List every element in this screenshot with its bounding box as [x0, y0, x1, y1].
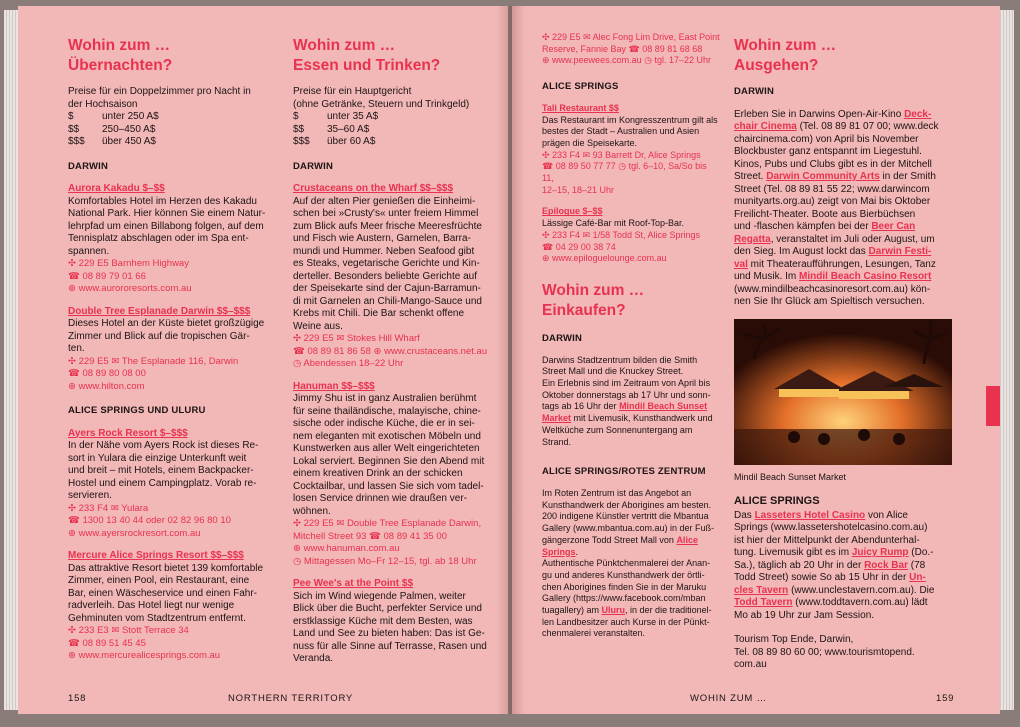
- desc-line: [542, 605, 720, 617]
- market-photo-illustration: [734, 319, 952, 465]
- desc-line: National Park. Hier können Sie einem Natur-: [68, 208, 266, 219]
- text-fragment: tags ab 16 Uhr der: [542, 401, 617, 412]
- hotel-name-link[interactable]: Ayers Rock Resort $–$$$: [68, 427, 188, 439]
- heading-line: Ausgehen?: [734, 57, 819, 74]
- text-line: [734, 134, 959, 147]
- desc-line: Auf der alten Pier genießen die Einheimi-: [293, 195, 476, 207]
- desc-line: Zimmer und Blick auf die tropischen Gär-: [68, 330, 250, 342]
- desc-line: Dieses Hotel an der Küste bietet großzügige: [68, 318, 265, 329]
- left-page: [18, 6, 508, 714]
- running-head: NORTHERN TERRITORY: [228, 693, 354, 704]
- text-line: [734, 522, 959, 535]
- heading-food: [293, 36, 493, 76]
- venue-link[interactable]: Darwin Community Arts: [766, 171, 880, 182]
- desc-line: zum Blick aufs Meer frische Meeresfrüchte: [293, 220, 482, 232]
- text-fragment: munityarts.org.au) zeigt von Mai bis Oktober: [734, 196, 931, 207]
- place-link[interactable]: Uluru: [601, 605, 626, 616]
- hotel-entry: [68, 306, 273, 394]
- desc-line: Gallery (www.mbantua.com.au) in der Fuß-: [542, 523, 715, 534]
- desc-line: Komfortables Hotel im Herzen des Kakadu: [68, 195, 257, 207]
- photo-caption: Mindil Beach Sunset Market: [734, 471, 847, 482]
- desc-line: Kunstwerken aus aller Welt eingerichteten: [293, 443, 480, 454]
- heading-nightlife: [734, 36, 959, 76]
- price-symbol: $: [68, 111, 74, 122]
- text-fragment: Erleben Sie in Darwins Open-Air-Kino: [734, 108, 905, 120]
- text-fragment: in der Smith: [879, 171, 936, 182]
- text-fragment: Todd Street) sowie So ab 15 Uhr in der: [734, 572, 910, 583]
- desc-line: Weine aus.: [293, 320, 343, 332]
- desc-line: es Steaks, vegetarische Gerichte und Kin-: [293, 258, 480, 269]
- right-page: [512, 6, 1000, 714]
- website-hours: ⊕ www.peewees.com.au ◷ tgl. 17–22 Uhr: [542, 55, 711, 66]
- text-line: [734, 109, 959, 122]
- text-fragment: den Sieg. Im August lockt das: [734, 246, 869, 257]
- chapter-tab-marker: [986, 386, 1000, 426]
- text-fragment: mit Theateraufführungen, Lesungen, Tanz: [747, 258, 936, 270]
- desc-line: Blick über die Bucht, perfekter Service und: [293, 603, 482, 614]
- place-link[interactable]: Alice: [676, 534, 698, 545]
- text-line: [734, 246, 959, 259]
- region-heading: DARWIN: [293, 160, 334, 172]
- right-column-shopping: [542, 32, 720, 640]
- venue-link[interactable]: Juicy Rump: [851, 547, 909, 558]
- info-line: Tourism Top Ende, Darwin,: [734, 634, 854, 645]
- page-number: 158: [68, 693, 87, 704]
- desc-line: Land und See zu bieten haben: Das ist Ge-: [293, 628, 485, 639]
- venue-link[interactable]: Rock Bar: [864, 559, 908, 571]
- text-line: [734, 610, 959, 623]
- shopping-text: [542, 488, 720, 640]
- venue-link[interactable]: val: [734, 258, 748, 270]
- desc-line: Lässige Café-Bar mit Roof-Top-Bar.: [542, 218, 685, 229]
- text-fragment: Freilicht-Theater. Boote aus Bierbüchsen: [734, 208, 916, 220]
- venue-link[interactable]: Lasseters Hotel Casino: [754, 509, 866, 521]
- running-head: WOHIN ZUM …: [690, 693, 767, 704]
- desc-line: und breit – mit Hotels, einem Backpacker-: [68, 465, 254, 476]
- text-fragment: (www.toddtavern.com.au) lädt: [792, 597, 928, 608]
- text-line: [734, 196, 959, 209]
- restaurant-entry: [293, 183, 493, 371]
- desc-line: 200 indigene Künstler vertritt die Mbantua: [542, 511, 709, 522]
- desc-line: erstklassige Küche mit dem Besten, was: [293, 615, 473, 627]
- desc-line: bestes der Stadt – Australien und Asien: [542, 126, 700, 137]
- desc-line: Strand.: [542, 436, 572, 447]
- price-intro: [293, 86, 493, 111]
- place-link[interactable]: Springs: [542, 546, 576, 557]
- text-fragment: tuagallery) am: [542, 605, 600, 616]
- price-symbol: $$$: [68, 136, 85, 147]
- text-line: [734, 146, 959, 159]
- desc-line: derteller. Besonders beliebte Gerichte auf: [293, 270, 477, 282]
- desc-line: Gehminuten vom Stadtzentrum entfernt.: [68, 612, 246, 624]
- address-phone: Mitchell Street 93 ☎ 08 89 41 35 00: [293, 530, 447, 542]
- text-fragment: (Tel. 08 89 81 07 00; www.deck: [796, 121, 939, 132]
- text-fragment: tung. Livemusik gibt es im: [734, 547, 852, 558]
- desc-line: für seine thailändische, malayische, chine-: [293, 405, 481, 417]
- text-fragment: ist hier der Mittelpunkt der Abendunterhal-: [734, 534, 920, 546]
- restaurant-entry: [542, 103, 720, 197]
- desc-line: der Speisekarte sind der Cajun-Barramun-: [293, 283, 481, 294]
- text-line: [734, 547, 959, 560]
- price-range: 35–60 A$: [327, 123, 370, 135]
- market-link[interactable]: Mindil Beach Sunset: [619, 401, 708, 412]
- text-fragment: Kinos, Pubs und Clubs gibt es in der Mitchell: [734, 158, 932, 170]
- text-fragment: und -flaschen kämpfen bei der: [734, 221, 872, 232]
- region-heading: ALICE SPRINGS UND ULURU: [68, 405, 206, 416]
- venue-link[interactable]: Darwin Festi-: [868, 246, 932, 257]
- heading-line: Wohin zum …: [293, 37, 396, 54]
- desc-line: Weltküche zum Sonnenuntergang am: [542, 424, 693, 435]
- price-row: [68, 111, 273, 124]
- venue-link[interactable]: Regatta: [734, 233, 771, 245]
- text-line: [734, 560, 959, 573]
- map-address: ✣ 233 E3 ✉ Stott Terrace 34: [68, 625, 189, 636]
- hotel-name-link[interactable]: Aurora Kakadu $–$$: [68, 183, 165, 194]
- text-line: [734, 121, 959, 134]
- price-symbol: $: [293, 111, 299, 122]
- venue-link[interactable]: cles Tavern: [734, 584, 789, 596]
- intro-line: der Hochsaison: [68, 98, 138, 110]
- heading-shopping: [542, 281, 720, 321]
- desc-line: nuss für alle Sinne auf Terrasse, Rasen und: [293, 640, 487, 652]
- restaurant-name-link[interactable]: Epilogue $–$$: [542, 206, 603, 217]
- nightlife-text: [734, 109, 959, 309]
- desc-line: mundi und Hummer. Neben Seafood gibt: [293, 245, 475, 257]
- venue-link[interactable]: Beer Can: [871, 221, 916, 232]
- venue-link[interactable]: Un-: [909, 572, 926, 583]
- desc-line: Authentische Pünktchenmalerei der Anan-: [542, 558, 711, 569]
- price-row: [293, 124, 493, 137]
- text-fragment: Blockbuster ganz entspannt im Liegestuhl.: [734, 146, 922, 157]
- text-line: [734, 585, 959, 598]
- hotel-entry: [68, 428, 273, 541]
- desc-line: lehrpfad um einen Billabong folgen, auf dem: [68, 220, 264, 232]
- heading-line: Übernachten?: [68, 57, 173, 74]
- price-range: über 60 A$: [327, 136, 376, 147]
- left-column-accommodation: [68, 32, 273, 673]
- venue-link[interactable]: chair Cinema: [734, 121, 797, 132]
- text-line: [734, 221, 959, 234]
- text-line: [734, 296, 959, 309]
- heading-line: Wohin zum …: [68, 37, 171, 54]
- price-symbol: $$: [293, 123, 305, 135]
- desc-line: Street Mall und die Knuckey Street.: [542, 366, 684, 377]
- region-heading: DARWIN: [542, 332, 583, 344]
- text-fragment: Street.: [734, 171, 767, 182]
- website[interactable]: ⊕ www.epiloguelounge.com.au: [542, 253, 667, 264]
- heading-line: Wohin zum …: [734, 37, 837, 54]
- text-line: [734, 271, 959, 284]
- map-address: ✣ 233 F4 ✉ 93 Barrett Dr, Alice Springs: [542, 149, 701, 160]
- text-line: [734, 209, 959, 222]
- region-heading: ALICE SPRINGS: [542, 81, 619, 93]
- heading-line: Wohin zum …: [542, 281, 645, 299]
- page-edges-right: [1000, 10, 1014, 710]
- price-range: über 450 A$: [102, 136, 156, 147]
- right-column-nightlife: [734, 32, 959, 672]
- nightlife-text: [734, 510, 959, 623]
- desc-line: Im Roten Zentrum ist das Angebot an: [542, 487, 692, 498]
- desc-line: Jimmy Shu ist in ganz Australien berühmt: [293, 393, 477, 404]
- opening-hours: ◷ Abendessen 18–22 Uhr: [293, 358, 404, 369]
- restaurant-name-link[interactable]: Crustaceans on the Wharf $$–$$$: [293, 183, 454, 194]
- desc-line: ten.: [68, 343, 85, 354]
- map-address: ✣ 233 F4 ✉ Yulara: [68, 502, 149, 514]
- page-number: 159: [936, 693, 955, 704]
- desc-line: einem kreativen Drink an der schicken: [293, 468, 463, 479]
- heading-line: Einkaufen?: [542, 301, 626, 319]
- desc-line: Veranda.: [293, 653, 334, 664]
- desc-line: di mit Garnelen an Chili-Mango-Sauce und: [293, 295, 482, 307]
- info-line: Tel. 08 89 80 60 00; www.tourismtopend.: [734, 646, 915, 658]
- desc-line: gu und anderes Kunsthandwerk der örtli-: [542, 569, 705, 580]
- price-range: 250–450 A$: [102, 123, 156, 135]
- map-address: ✣ 229 E5 ✉ Stokes Hill Wharf: [293, 333, 420, 344]
- text-fragment: mit Livemusik, Kunsthandwerk und: [573, 413, 713, 424]
- desc-line: In der Nähe vom Ayers Rock ist dieses Re-: [68, 440, 259, 451]
- price-row: [68, 124, 273, 137]
- desc-line: Springs.: [542, 546, 579, 557]
- price-symbol: $$: [68, 123, 80, 135]
- price-intro: [68, 86, 273, 111]
- market-photo: [734, 319, 952, 465]
- desc-line: spannen.: [68, 245, 110, 257]
- price-row: [293, 136, 493, 149]
- phone-hours: ☎ 08 89 50 77 77 ◷ tgl. 6–10, Sa/So bis 11,: [542, 161, 707, 184]
- heading-accommodation: [68, 36, 273, 76]
- phone: ☎ 1300 13 40 44 oder 02 82 96 80 10: [68, 515, 231, 526]
- text-fragment: Das: [734, 509, 755, 521]
- opening-hours: 12–15, 18–21 Uhr: [542, 184, 615, 195]
- desc-line: Oktober donnerstags ab 17 Uhr und sonn-: [542, 389, 711, 400]
- price-range: unter 250 A$: [102, 111, 159, 122]
- text-fragment: (www.unclestavern.com.au). Die: [788, 584, 935, 596]
- price-legend: [68, 111, 273, 149]
- hotel-name-link[interactable]: Double Tree Esplanade Darwin $$–$$$: [68, 305, 251, 317]
- desc-line: Ein Erlebnis sind im Zeitraum von April bis: [542, 378, 711, 389]
- opening-hours: ◷ Mittagessen Mo–Fr 12–15, tgl. ab 18 Uhr: [293, 555, 477, 567]
- text-line: [734, 259, 959, 272]
- venue-link[interactable]: Mindil Beach Casino Resort: [799, 271, 932, 282]
- phone: ☎ 04 29 00 38 74: [542, 241, 616, 252]
- restaurant-entry: [293, 578, 493, 666]
- tourism-info: [734, 634, 959, 672]
- desc-line: Das attraktive Resort bietet 139 komfortable: [68, 562, 264, 574]
- hotel-name-link[interactable]: Mercure Alice Springs Resort $$–$$$: [68, 550, 244, 561]
- phone-website: ☎ 08 89 81 86 58 ⊕ www.crustaceans.net.au: [293, 345, 488, 357]
- desc-line: Krebs mit Chili. Die Bar schenkt offene: [293, 308, 465, 319]
- desc-line: [542, 401, 720, 413]
- text-fragment: (www.mindilbeachcasinoresort.com.au) kön-: [734, 283, 931, 295]
- restaurant-name-link[interactable]: Pee Wee's at the Point $$: [293, 578, 414, 589]
- text-fragment: , in der die traditionel-: [625, 605, 712, 616]
- text-fragment: chaircinema.com) von April bis November: [734, 133, 919, 145]
- desc-line: chen Aborigines finden Sie in der Maruku: [542, 581, 707, 592]
- text-fragment: von Alice: [865, 509, 908, 521]
- desc-line: und Fisch wie Austern, Garnelen, Barra-: [293, 233, 471, 244]
- text-fragment: nen Sie Ihr Glück am Spieltisch versuchen.: [734, 296, 925, 307]
- desc-line: servieren.: [68, 490, 112, 501]
- text-fragment: Mo ab 19 Uhr zur Jam Session.: [734, 609, 875, 621]
- map-address: ✣ 229 E5 Barnhem Highway: [68, 258, 189, 269]
- text-fragment: Street (Tel. 08 89 81 55 22; www.darwincom: [734, 183, 930, 195]
- text-fragment: , veranstaltet im Juli oder August, um: [770, 233, 935, 245]
- desc-line: Darwins Stadtzentrum bilden die Smith: [542, 354, 698, 365]
- desc-line: [542, 535, 720, 547]
- text-line: [734, 284, 959, 297]
- text-line: [734, 171, 959, 184]
- desc-line: sische oder indische Küche, die er in sei-: [293, 418, 475, 429]
- text-line: [734, 234, 959, 247]
- desc-line: Das Restaurant im Kongresszentrum gilt als: [542, 114, 718, 125]
- text-line: [734, 597, 959, 610]
- desc-line: sort in Yulara die einzige Unterkunft weit: [68, 452, 247, 464]
- hotel-entry: [68, 550, 273, 663]
- text-fragment: gängerzone Todd Street Mall von: [542, 534, 674, 545]
- venue-link[interactable]: Todd Tavern: [734, 597, 793, 608]
- website[interactable]: ⊕ www.hanuman.com.au: [293, 543, 400, 554]
- region-heading: DARWIN: [734, 86, 775, 97]
- restaurant-name-link[interactable]: Hanuman $$–$$$: [293, 380, 375, 392]
- map-address: ✣ 229 E5 ✉ Double Tree Esplanade Darwin,: [293, 518, 482, 529]
- price-row: [293, 111, 493, 124]
- text-line: [734, 572, 959, 585]
- region-heading: DARWIN: [68, 160, 109, 172]
- venue-link[interactable]: Deck-: [904, 108, 932, 120]
- text-fragment: Springs (www.lassetershotelcasino.com.au): [734, 522, 928, 533]
- price-range: unter 35 A$: [327, 111, 379, 122]
- desc-line: losen Service drinnen wie draußen ver-: [293, 493, 467, 504]
- restaurant-name-link[interactable]: Tali Restaurant $$: [542, 102, 619, 113]
- desc-line: Kunsthandwerk der Aborigines am besten.: [542, 499, 712, 510]
- intro-line: Preise für ein Hauptgericht: [293, 86, 412, 97]
- desc-line: Sich im Wind wiegende Palmen, weiter: [293, 590, 466, 602]
- heading-line: Essen und Trinken?: [293, 57, 441, 74]
- text-line: [734, 510, 959, 523]
- region-heading: ALICE SPRINGS/ROTES ZENTRUM: [542, 466, 706, 478]
- phone: ☎ 08 89 79 01 66: [68, 270, 146, 282]
- book-gutter: [497, 6, 525, 714]
- price-legend: [293, 111, 493, 149]
- market-link[interactable]: Market: [542, 413, 572, 424]
- desc-line: radverleih. Das Hotel liegt nur wenige: [68, 600, 235, 611]
- price-symbol: $$$: [293, 136, 310, 147]
- map-address: ✣ 233 F4 ✉ 1/58 Todd St, Alice Springs: [542, 229, 701, 240]
- desc-line: [542, 413, 720, 425]
- info-line: com.au: [734, 659, 767, 670]
- address-phone: Reserve, Fannie Bay ☎ 08 89 81 68 68: [542, 43, 703, 54]
- left-column-food: [293, 32, 493, 676]
- desc-line: wöhnen.: [293, 505, 331, 517]
- page-edges-left: [4, 10, 18, 710]
- text-line: [734, 159, 959, 172]
- desc-line: Cocktailbar, und lassen Sie sich vom tadel-: [293, 480, 484, 492]
- desc-line: Tennisplatz abschlagen oder im Spa ent-: [68, 233, 249, 244]
- text-line: [734, 184, 959, 197]
- website[interactable]: ⊕ www.ayersrockresort.com.au: [68, 527, 201, 539]
- map-address: ✣ 229 E5 ✉ Alec Fong Lim Drive, East Point: [542, 32, 720, 42]
- map-address: ✣ 229 E5 ✉ The Esplanade 116, Darwin: [68, 355, 239, 367]
- desc-line: Bar, einen Wäscheservice und einen Fahr-: [68, 587, 257, 599]
- desc-line: len Landbesitzer auch Kurse in der Pünkt-: [542, 616, 710, 627]
- intro-line: Preise für ein Doppelzimmer pro Nacht in: [68, 86, 251, 97]
- desc-line: schen bei »Crusty's« unter freiem Himmel: [293, 208, 479, 219]
- shopping-text: [542, 355, 720, 449]
- text-line: [734, 535, 959, 548]
- text-fragment: Sa.), täglich ab 20 Uhr in der: [734, 559, 865, 571]
- desc-line: Hostel und einem Campingplatz. Vorab re-: [68, 477, 257, 489]
- price-row: [68, 136, 273, 149]
- phone: ☎ 08 89 51 45 45: [68, 637, 146, 649]
- restaurant-entry: [542, 206, 720, 265]
- website[interactable]: ⊕ www.mercurealicesprings.com.au: [68, 650, 221, 661]
- hotel-entry: [68, 183, 273, 296]
- desc-line: chenmalerei veranstalten.: [542, 628, 646, 639]
- text-fragment: und Musik. Im: [734, 271, 800, 282]
- text-fragment: (Do.-: [908, 547, 934, 558]
- desc-line: nem eleganten mit exotischen Möbeln und: [293, 430, 481, 442]
- desc-line: Gallery (https://www.facebook.com/mban: [542, 593, 706, 604]
- website[interactable]: ⊕ www.hilton.com: [68, 380, 145, 392]
- website[interactable]: ⊕ www.aurororesorts.com.au: [68, 283, 192, 294]
- restaurant-entry: [293, 381, 493, 569]
- intro-line: (ohne Getränke, Steuern und Trinkgeld): [293, 98, 470, 110]
- region-heading: ALICE SPRINGS: [734, 495, 820, 507]
- desc-line: Zimmer, einen Pool, ein Restaurant, eine: [68, 575, 250, 586]
- desc-line: Lokal serviert. Beginnen Sie den Abend mit: [293, 455, 485, 467]
- desc-line: prägen die Speisekarte.: [542, 137, 638, 148]
- text-fragment: (78: [907, 559, 926, 571]
- phone: ☎ 08 89 80 08 00: [68, 368, 146, 379]
